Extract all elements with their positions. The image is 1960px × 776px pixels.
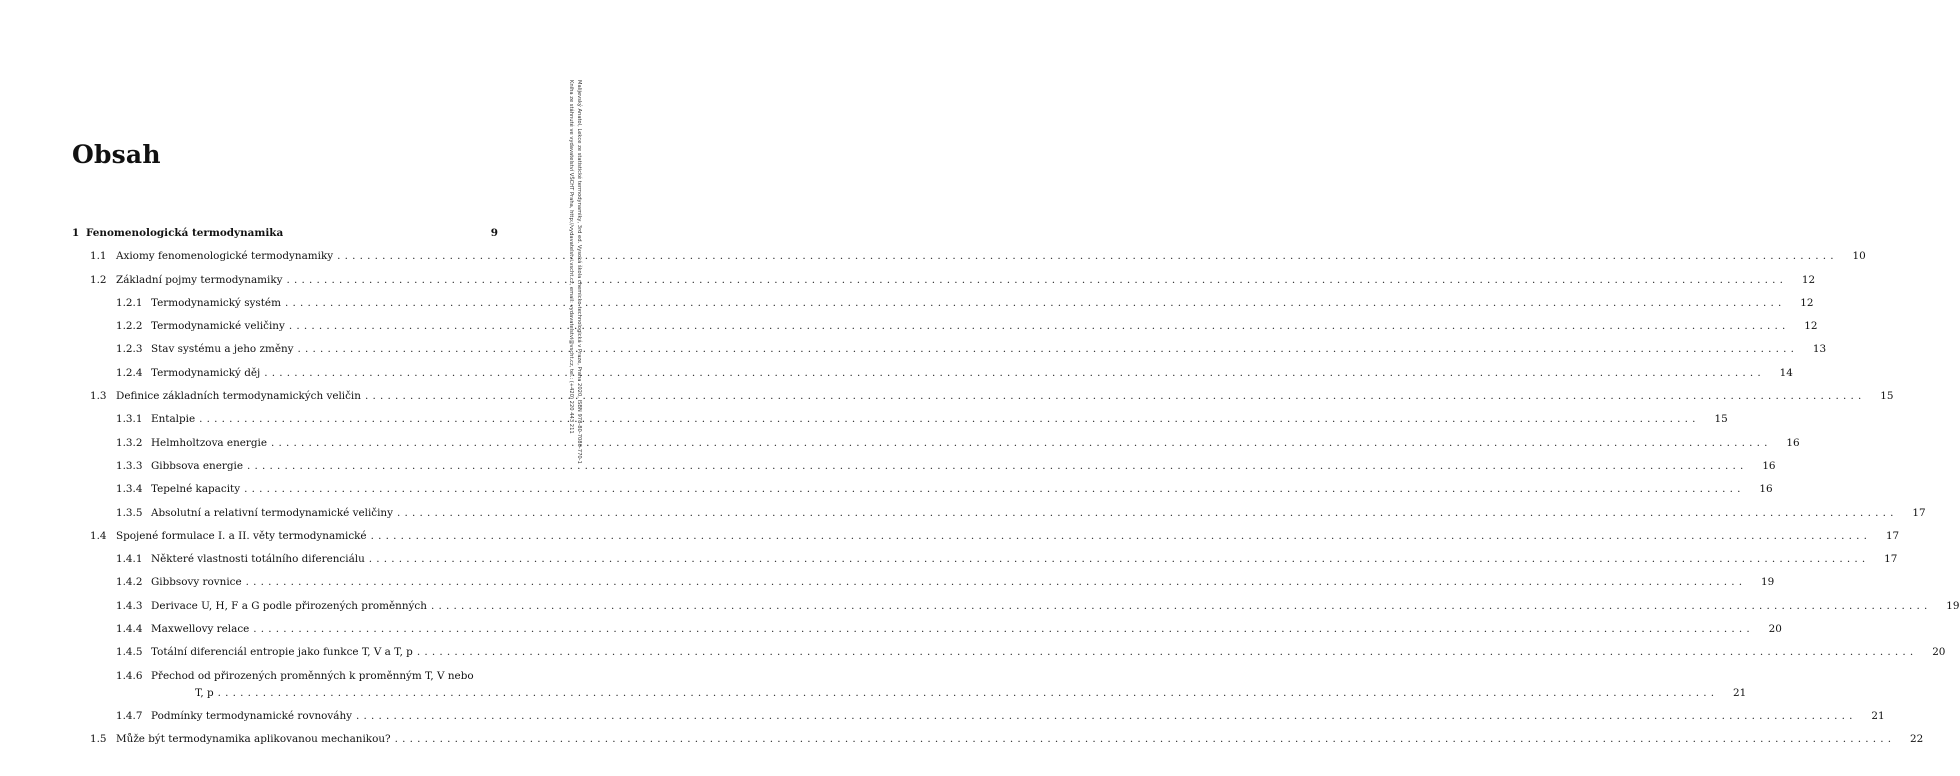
- toc-entry-title: Fenomenologická termodynamika: [86, 227, 284, 239]
- toc-dot-leader: ........................................................................................................................................................................................................: [416, 646, 1918, 659]
- toc-entry-subsection[interactable]: [72, 506, 1926, 529]
- toc-entry-title: Absolutní a relativní termodynamické veličiny: [151, 506, 393, 519]
- toc-dot-leader: ........................................................................................................................................................................................................: [246, 459, 1748, 472]
- toc-entry-page: 22: [1909, 733, 1924, 746]
- toc-entry-title: Helmholtzova energie: [151, 436, 268, 449]
- toc-dot-leader: ........................................................................................................................................................................................................: [284, 296, 1786, 309]
- toc-entry-subsection[interactable]: [72, 319, 1818, 342]
- toc-entry-subsection[interactable]: [72, 296, 1814, 319]
- toc-entry-title: Derivace U, H, F a G podle přirozených proměnných: [151, 599, 427, 612]
- toc-entry-page: 17: [1884, 553, 1898, 566]
- toc-entry-page: 16: [1759, 483, 1773, 496]
- toc-entry-subsection[interactable]: [72, 342, 1827, 365]
- toc-entry-page: 17: [1885, 529, 1900, 542]
- toc-entry-number: 1.2.1: [116, 296, 143, 309]
- toc-entry-number: 1.4.1: [116, 553, 143, 566]
- toc-entry-page: 12: [1800, 296, 1814, 309]
- toc-entry-section[interactable]: [72, 529, 1900, 552]
- toc-entry-section[interactable]: [72, 732, 1924, 755]
- toc-entry-subsection[interactable]: [72, 482, 1773, 505]
- toc-entry-number: 1.3.1: [116, 413, 143, 426]
- toc-dot-leader: ........................................................................................................................................................................................................: [286, 273, 1788, 286]
- toc-entry-title: Základní pojmy termodynamiky: [116, 273, 283, 286]
- toc-entry-title: Gibbsovy rovnice: [151, 576, 242, 589]
- toc-entry-title: Některé vlastnosti totálního diferenciálu: [151, 553, 365, 566]
- toc-dot-leader: ........................................................................................................................................................................................................: [364, 390, 1866, 403]
- toc-entry-title: Entalpie: [151, 413, 196, 426]
- toc-entry-title: Stav systému a jeho změny: [151, 343, 294, 356]
- toc-entry-subsection[interactable]: [72, 622, 1782, 645]
- toc-entry-subsection[interactable]: [72, 709, 1885, 732]
- toc-entry-page: 19: [1760, 576, 1775, 589]
- toc-dot-leader: ........................................................................................................................................................................................................: [253, 623, 1754, 636]
- toc-entry-title: Maxwellovy relace: [151, 623, 250, 636]
- toc-dot-leader: ........................................................................................................................................................................................................: [397, 506, 1898, 519]
- toc-entry-number: 1.4.5: [116, 646, 143, 659]
- toc-entry-title: Podmínky termodynamické rovnováhy: [151, 709, 353, 722]
- toc-entry-subsection[interactable]: [72, 575, 1775, 598]
- toc-dot-leader: ........................................................................................................................................................................................................: [394, 733, 1896, 746]
- toc-entry-title: Gibbsova energie: [151, 459, 243, 472]
- toc-entry-number: 1.4.6: [116, 669, 143, 682]
- toc-dot-leader: ........................................................................................................................................................................................................: [271, 436, 1772, 449]
- toc-entry-page: 21: [1871, 709, 1885, 722]
- toc-entry-number: 1: [72, 227, 80, 239]
- toc-entry-subsection[interactable]: [72, 552, 1898, 575]
- toc-entry-page: 17: [1912, 506, 1926, 519]
- toc-entry-page: 21: [1733, 686, 1747, 699]
- toc-entry-section[interactable]: [72, 389, 1894, 412]
- toc-entry-title: Termodynamický systém: [151, 296, 281, 309]
- toc-dot-leader: ........................................................................................................................................................................................................: [217, 686, 1719, 699]
- toc-dot-leader: ........................................................................................................................................................................................................: [356, 709, 1857, 722]
- toc-entry-page: 20: [1768, 623, 1782, 636]
- toc-dot-leader: ........................................................................................................................................................................................................: [337, 250, 1838, 263]
- toc-entry-number: 1.3.5: [116, 506, 143, 519]
- toc-entry-title: Termodynamický děj: [151, 366, 261, 379]
- toc-entry-number: 1.3.4: [116, 483, 143, 496]
- side-note-line-1: Malijevský Anatol, Lekce ze statistické termodynamiky, 3rd ed. Vysoká škola chemicko-technologická v Praze, Praha 2020, ISBN 978-80-7080-770-1: [576, 80, 582, 464]
- toc-dot-leader: ........................................................................................................................................................................................................: [368, 553, 1870, 566]
- toc-entry-title: Definice základních termodynamických veličin: [116, 390, 361, 403]
- toc-entry-number: 1.4: [90, 529, 107, 542]
- page-title: Obsah: [72, 140, 161, 169]
- toc-entry-page: 14: [1779, 366, 1793, 379]
- toc-entry-page: 15: [1880, 390, 1894, 403]
- toc-entry-section[interactable]: [72, 273, 1816, 296]
- toc-dot-leader: ........................................................................................................................................................................................................: [199, 413, 1700, 426]
- toc-entry-title: Axiomy fenomenologické termodynamiky: [116, 250, 334, 263]
- toc-entry-subsection[interactable]: [72, 599, 1960, 622]
- toc-entry-title: Přechod od přirozených proměnných k proměnným T, V nebo: [151, 669, 474, 682]
- toc-entry-subsection[interactable]: [72, 366, 1793, 389]
- toc-entry-page: 12: [1804, 320, 1818, 333]
- toc-dot-leader: ........................................................................................................................................................................................................: [297, 343, 1799, 356]
- toc-entry-page: 16: [1762, 459, 1776, 472]
- toc-entry-number: 1.5: [90, 733, 107, 746]
- toc-entry-title: Spojené formulace I. a II. věty termodynamické: [116, 529, 367, 542]
- toc-entry-page: 20: [1932, 646, 1946, 659]
- toc-entry-number: 1.4.4: [116, 623, 143, 636]
- toc-dot-leader: ........................................................................................................................................................................................................: [430, 599, 1932, 612]
- toc-entry-page: 13: [1812, 343, 1827, 356]
- toc-entry-page: 10: [1852, 250, 1866, 263]
- toc-entry-number: 1.2.3: [116, 343, 143, 356]
- toc-entry-number: 1.2: [90, 273, 107, 286]
- toc-entry-page: 12: [1801, 273, 1816, 286]
- toc-entry-title: Totální diferenciál entropie jako funkce T, V a T, p: [151, 646, 413, 659]
- toc-entry-number: 1.2.4: [116, 366, 143, 379]
- toc-entry-number: 1.4.3: [116, 599, 143, 612]
- toc-entry-number: 1.3.2: [116, 436, 143, 449]
- toc-entry-number: 1.2.2: [116, 320, 143, 333]
- toc-entry-subsection[interactable]: [72, 645, 1946, 668]
- toc-entry-number: 1.4.2: [116, 576, 143, 589]
- toc-entry-section[interactable]: [72, 249, 1866, 272]
- toc-entry-title: Tepelné kapacity: [151, 483, 241, 496]
- toc-entry-page: 15: [1714, 413, 1728, 426]
- toc-dot-leader: ........................................................................................................................................................................................................: [244, 483, 1745, 496]
- toc-entry-number: 1.1: [90, 250, 107, 263]
- toc-entry-number: 1.4.7: [116, 709, 143, 722]
- toc-entry-title-continuation: T, p: [195, 686, 214, 699]
- toc-dot-leader: ........................................................................................................................................................................................................: [245, 576, 1747, 589]
- toc-entry-subsection-continuation[interactable]: [72, 686, 1747, 709]
- toc-dot-leader: ........................................................................................................................................................................................................: [264, 366, 1765, 379]
- toc-entry-subsection[interactable]: [72, 669, 498, 686]
- toc-entry-chapter[interactable]: [72, 226, 498, 249]
- toc-dot-leader: ........................................................................................................................................................................................................: [370, 529, 1872, 542]
- toc-entry-title: Termodynamické veličiny: [151, 320, 285, 333]
- toc-entry-number: 1.3: [90, 390, 107, 403]
- toc-entry-subsection[interactable]: [72, 412, 1728, 435]
- toc-entry-number: 1.3.3: [116, 459, 143, 472]
- toc-entry-subsection[interactable]: [72, 459, 1776, 482]
- toc-entry-page: 19: [1946, 599, 1960, 612]
- toc-entry-page: 9: [490, 227, 498, 239]
- toc-entry-title: Může být termodynamika aplikovanou mechanikou?: [116, 733, 391, 746]
- toc-dot-leader: ........................................................................................................................................................................................................: [288, 320, 1790, 333]
- toc-entry-subsection[interactable]: [72, 436, 1800, 459]
- toc-entry-page: 16: [1786, 436, 1800, 449]
- side-note-line-2: Kniha ze stáhnuté ve vydavatelství VŠCHT Praha, http://vydavatelstvi.vscht.cz, email: vydavatelstvi@vscht.cz, tel.: (+420) 220 443 211: [568, 80, 575, 434]
